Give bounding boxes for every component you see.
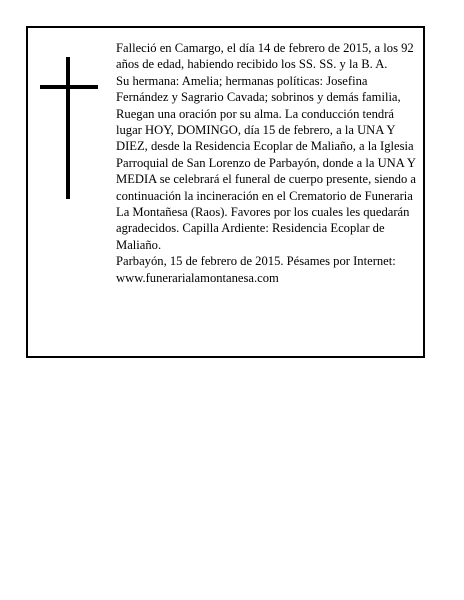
death-announcement: Falleció en Camargo, el día 14 de febrero de 2015, a los 92 años de edad, habiendo recibido los SS. SS. y la B. A. [116, 41, 414, 72]
notice-text [116, 40, 420, 286]
family-and-funeral-details: Su hermana: Amelia; hermanas políticas: Josefina Fernández y Sagrario Cavada; sobrinos y demás familia, Ruegan una oración por su alma. La conducción tendrá lugar HOY, DOMINGO, día 15 de febrero, a la UNA Y DIEZ, desde la Residencia Ecoplar de Maliaño, a la Iglesia Parroquial de San Lorenzo de Parbayón, donde a la UNA Y MEDIA se celebrará el funeral de cuerpo presente, siendo a continuación la incineración en el Crematorio de Funeraria La Montañesa (Raos). Favores por los cuales les quedarán agradecidos. Capilla Ardiente: Residencia Ecoplar de Maliaño. [116, 73, 417, 252]
place-date-and-website: Parbayón, 15 de febrero de 2015. Pésames por Internet: www.funerarialamontanesa.com [116, 254, 396, 285]
cross-icon [40, 57, 98, 199]
cross-vertical-bar [66, 57, 70, 199]
obituary-notice [26, 26, 425, 358]
cross-horizontal-bar [40, 85, 98, 89]
